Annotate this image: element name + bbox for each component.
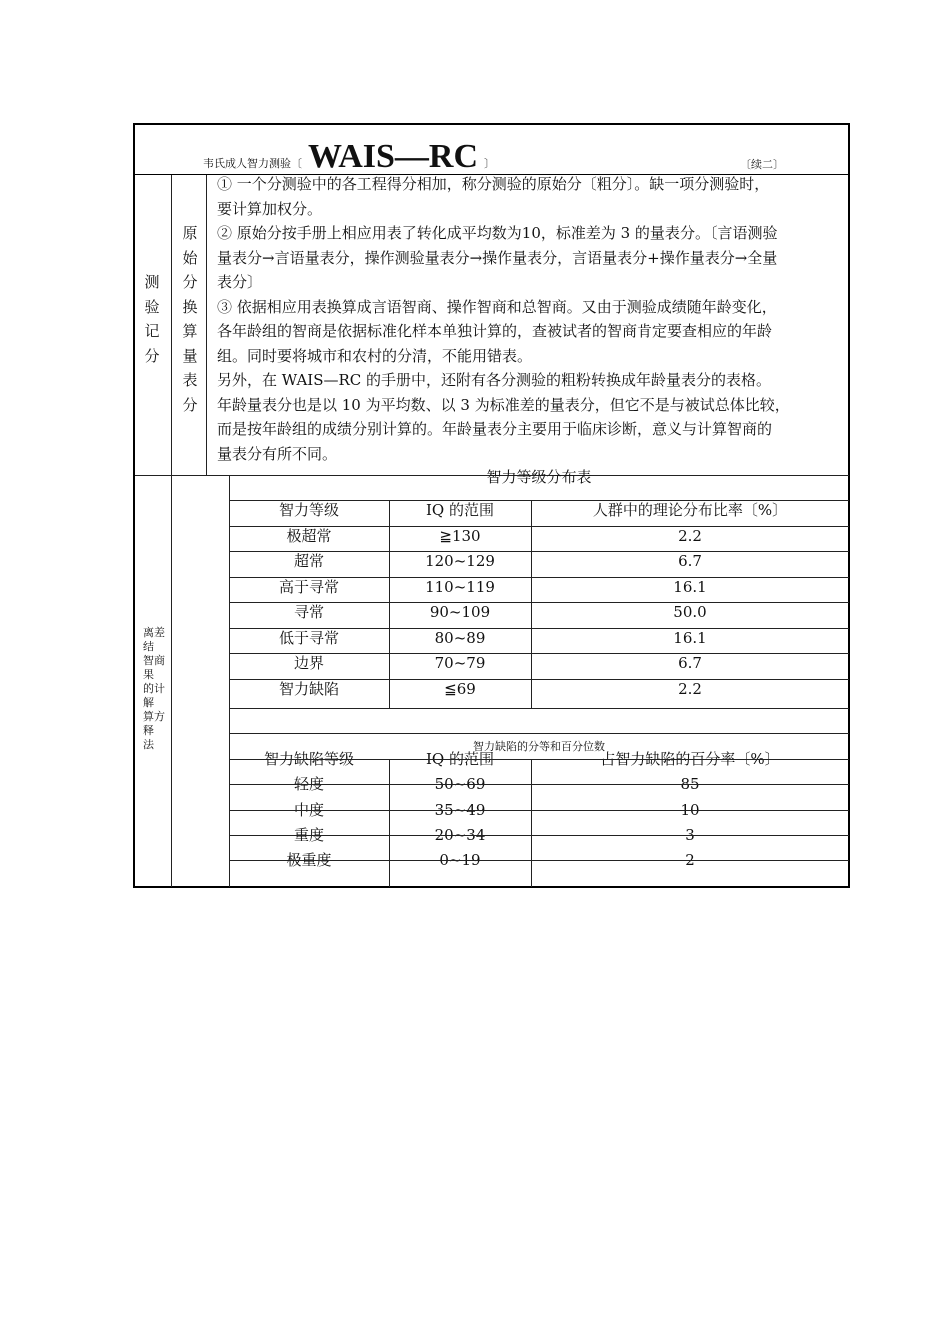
table-cell: 重度 (293, 825, 324, 844)
table-cell: 极重度 (286, 851, 332, 870)
table-cell: 120~129 (425, 552, 495, 570)
table-cell: 6.7 (678, 552, 702, 570)
text-line: ③ 依据相应用表换算成言语智商、操作智商和总智商。又由于测验成绩随年龄变化， (217, 297, 777, 316)
table-cell: 0~19 (439, 851, 481, 870)
table-rule (531, 500, 532, 708)
table-rule (389, 500, 390, 708)
scoring-description (217, 172, 847, 466)
table-rule (229, 551, 849, 552)
table-cell: 70~79 (434, 654, 486, 672)
label-char: 测 (144, 273, 160, 291)
table-cell: 高于寻常 (278, 577, 339, 596)
table-rule (229, 679, 849, 680)
table-cell: 2.2 (678, 679, 702, 698)
text-line: 年龄量表分也是以 10 为平均数、以 3 为标准差的量表分，但它不是与被试总体比较， (217, 395, 790, 414)
label-char: 换 (182, 297, 198, 316)
label-line: 智商 (143, 654, 165, 667)
table-cell: 90~109 (429, 603, 491, 621)
text-line: 量表分→言语量表分，操作测验量表分→操作量表分，言语量表分+操作量表分→全量 (217, 248, 778, 267)
title-main: WAIS—RC (308, 138, 479, 175)
table-rule (229, 860, 849, 861)
table-cell: 50.0 (673, 603, 707, 621)
text-line: 另外，在 WAIS—RC 的手册中，还附有各分测验的粗粉转换成年龄量表分的表格。 (217, 371, 772, 389)
label-line: 法 (143, 738, 154, 751)
column-header: 智力等级 (278, 501, 339, 519)
text-line: 表分〕 (217, 273, 263, 291)
table-rule (229, 810, 849, 811)
label-char: 记 (144, 322, 160, 340)
text-line: 而是按年龄组的成绩分别计算的。年龄量表分主要用于临床诊断，意义与计算智商的 (217, 420, 773, 438)
label-line: 果 (143, 668, 154, 681)
document-title (203, 138, 495, 176)
text-line: ① 一个分测验中的各工程得分相加，称分测验的原始分〔粗分〕。缺一项分测验时， (217, 175, 770, 193)
section-label-iq-interpretation (143, 626, 171, 752)
column-header: IQ 的范围 (426, 750, 494, 768)
text-line: ② 原始分按手册上相应用表了转化成平均数为10，标准差为 3 的量表分。〔言语测验 (217, 224, 778, 242)
label-char: 表 (182, 371, 198, 389)
text-line: 各年龄组的智商是依据标准化样本单独计算的，查被试者的智商肯定要查相应的年龄 (217, 322, 773, 340)
continuation-label: 〔续二〕 (740, 158, 784, 171)
text-line: 量表分有所不同。 (217, 444, 338, 463)
table-cell: 10 (680, 800, 700, 819)
label-line: 释 (143, 724, 154, 737)
divider (229, 708, 849, 709)
title-suffix: 〕 (484, 157, 496, 170)
label-line: 离差 (143, 626, 165, 639)
title-prefix: 韦氏成人智力测验〔 (203, 157, 302, 170)
table-rule (229, 835, 849, 836)
table-rule (229, 602, 849, 603)
label-line: 算方 (143, 710, 165, 723)
label-char: 分 (182, 395, 198, 414)
section-label-scoring (142, 270, 162, 368)
table-cell: 16.1 (673, 628, 707, 647)
table-rule (229, 759, 849, 760)
table-cell: 低于寻常 (278, 628, 339, 647)
label-line: 解 (143, 696, 154, 709)
table-cell: 50~69 (434, 775, 486, 794)
label-char: 算 (182, 322, 198, 340)
table-rule (531, 759, 532, 887)
table-cell: 2 (685, 851, 695, 870)
table-cell: 2.2 (678, 526, 702, 545)
table-cell: 3 (685, 825, 695, 844)
label-char: 分 (144, 346, 160, 365)
table-rule (229, 784, 849, 785)
divider (229, 733, 849, 734)
table-cell: 6.7 (678, 654, 702, 672)
table-cell: 20~34 (434, 825, 486, 844)
table1-title: 智力等级分布表 (486, 468, 592, 486)
column-header: IQ 的范围 (426, 501, 494, 519)
table-cell: 85 (680, 775, 700, 794)
column-header: 占智力缺陷的百分率〔%〕 (600, 750, 780, 768)
table-cell: ≦69 (444, 679, 476, 698)
table-cell: 中度 (293, 800, 324, 819)
label-char: 量 (182, 346, 198, 365)
table-cell: 极超常 (286, 526, 332, 545)
text-line: 要计算加权分。 (217, 199, 323, 218)
label-char: 验 (144, 297, 160, 316)
text-line: 组。同时要将城市和农村的分清，不能用错表。 (217, 346, 533, 365)
table-rule (229, 526, 849, 527)
divider (171, 175, 172, 887)
label-char: 原 (182, 224, 198, 242)
label-char: 分 (182, 273, 198, 291)
table-rule (229, 628, 849, 629)
label-char: 始 (182, 248, 198, 267)
table-cell: 35~49 (434, 800, 486, 819)
label-line: 结 (143, 640, 154, 653)
column-header: 人群中的理论分布比率〔%〕 (592, 501, 788, 519)
table-cell: 110~119 (425, 577, 495, 596)
section-label-raw-to-scaled (180, 221, 200, 417)
table-cell: 智力缺陷 (278, 679, 339, 698)
divider (206, 175, 207, 475)
table-rule (229, 653, 849, 654)
table-cell: 轻度 (293, 775, 324, 794)
column-header: 智力缺陷等级 (263, 750, 354, 768)
table-cell: 80~89 (434, 628, 486, 647)
table-cell: 边界 (293, 654, 324, 672)
table-cell: 寻常 (293, 603, 324, 621)
table-cell: 16.1 (673, 577, 707, 596)
table-cell: 超常 (293, 552, 324, 570)
table-rule (389, 759, 390, 887)
table-cell: ≧130 (439, 526, 481, 545)
table2-title: 智力缺陷的分等和百分位数 (473, 740, 605, 753)
table-rule (229, 577, 849, 578)
label-line: 的计 (143, 682, 165, 695)
